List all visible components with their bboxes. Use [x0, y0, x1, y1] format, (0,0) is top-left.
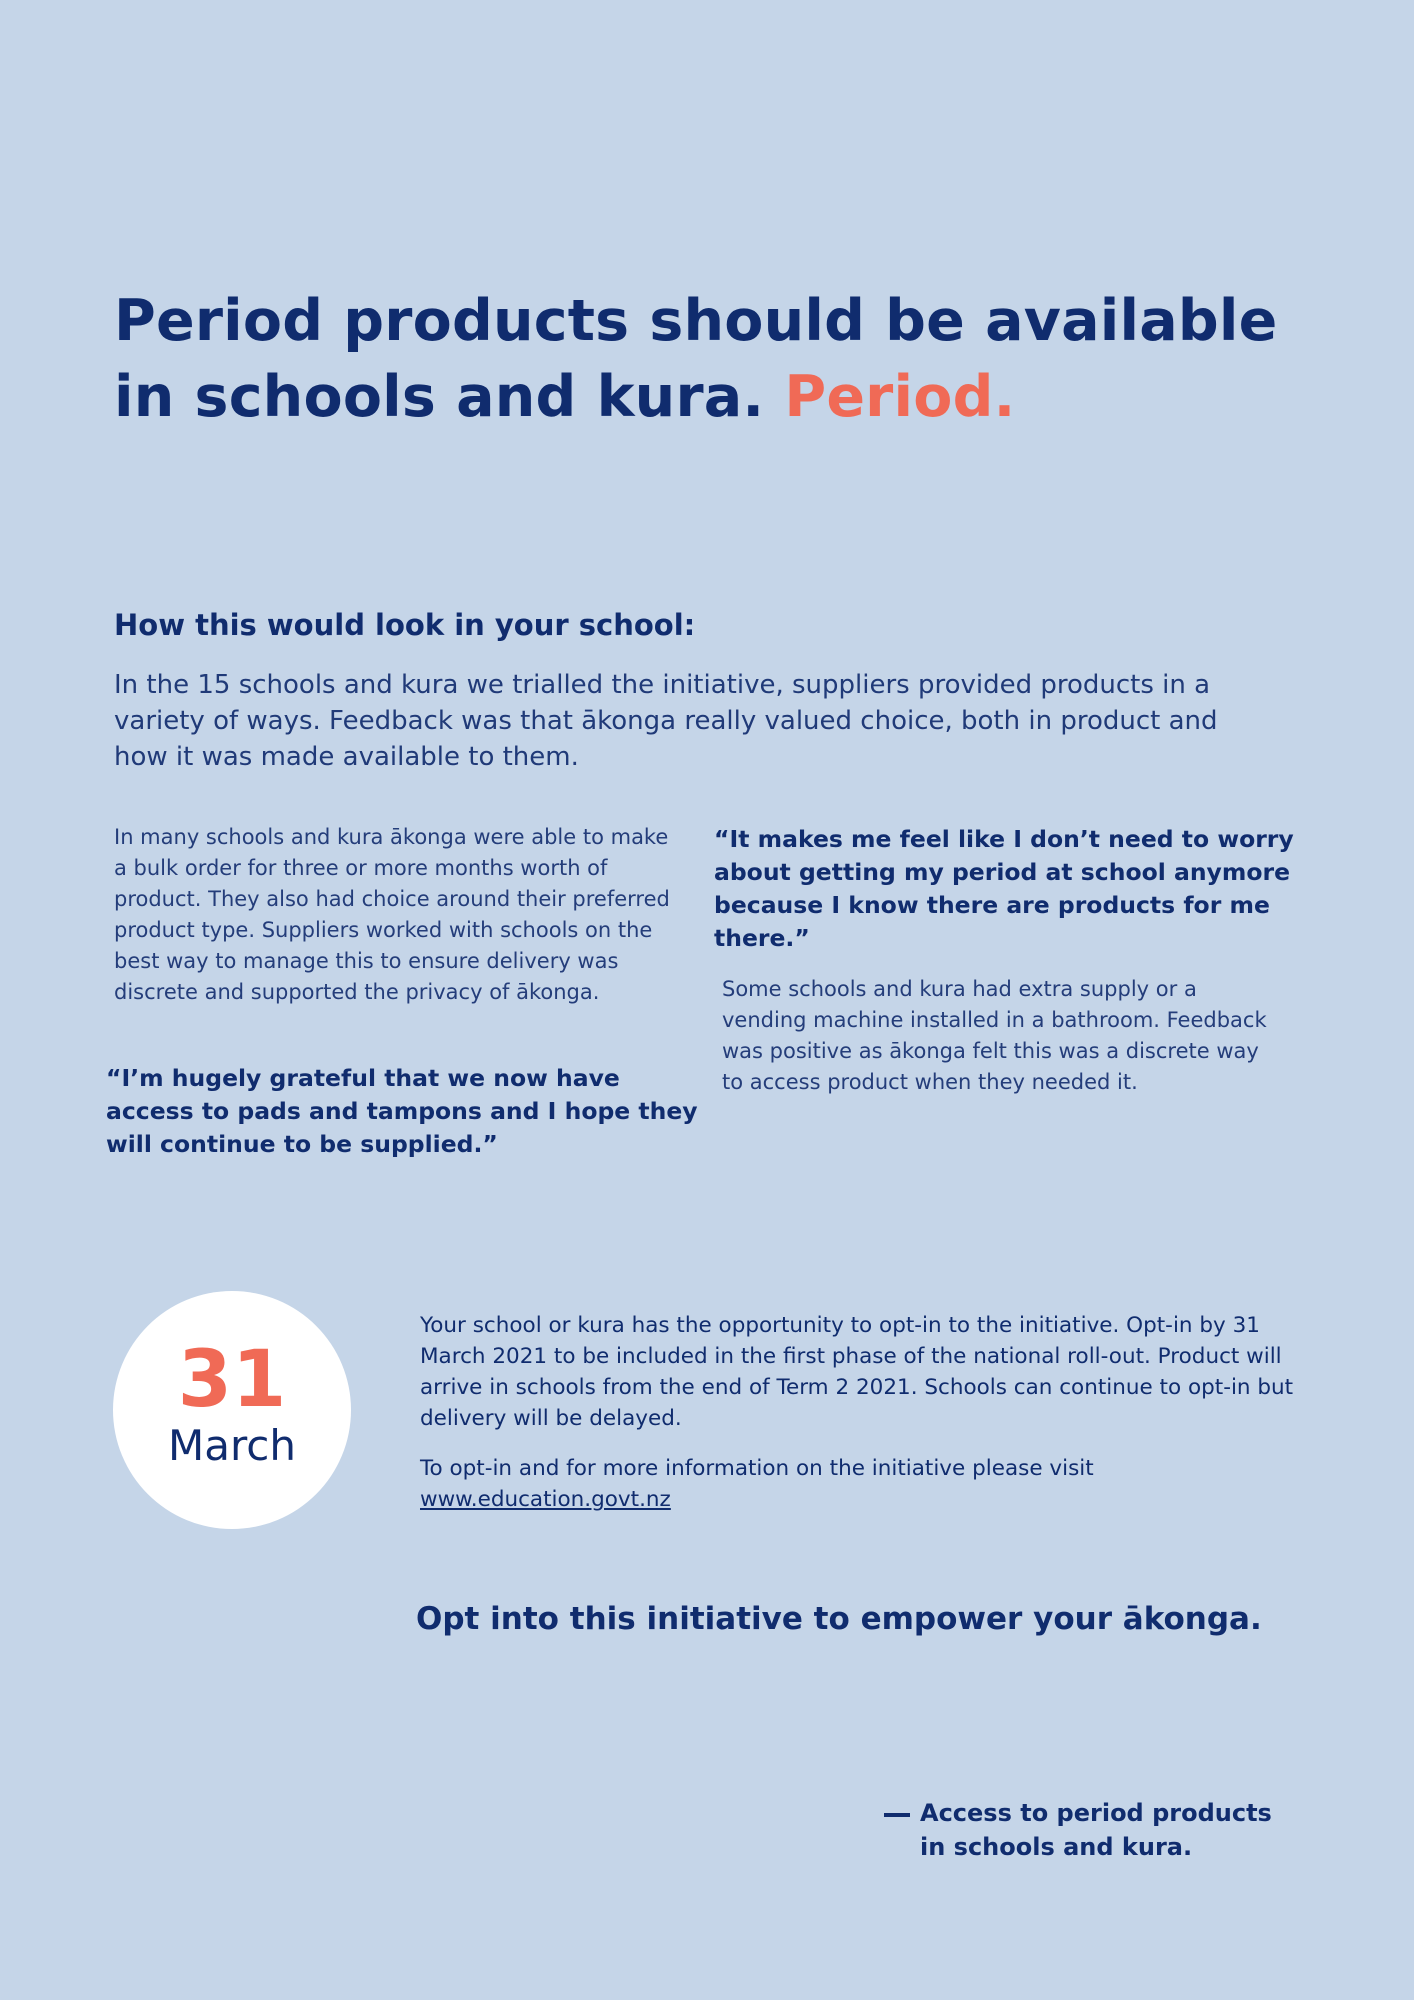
visit-paragraph: [420, 1453, 1320, 1515]
left-column-text: In many schools and kura ākonga were able to make a bulk order for three or more months worth of product. They also had choice around their preferred product type. Suppliers worked with schools on the best way to manage this to ensure delivery was discrete and supported the privacy of ākonga.: [114, 825, 670, 1004]
headline-line-2-text: in schools and kura.: [114, 364, 785, 430]
headline-accent: Period.: [784, 364, 1016, 430]
intro-paragraph: In the 15 schools and kura we trialled the initiative, suppliers provided products in a variety of ways. Feedback was that ākonga really valued choice, both in product and how it was made available to them.: [114, 670, 1218, 772]
visit-text: To opt-in and for more information on the initiative please visit: [420, 1456, 1094, 1481]
education-link[interactable]: www.education.govt.nz: [420, 1487, 671, 1512]
footer-line-1: Access to period products: [920, 1799, 1272, 1827]
optin-paragraph: Your school or kura has the opportunity to opt-in to the initiative. Opt-in by 31 March 2021 to be included in the first phase of the national roll-out. Product will arrive in schools from the end of Term 2 2021. Schools can continue to opt-in but delivery will be delayed.: [420, 1313, 1294, 1431]
date-badge: [113, 1291, 351, 1529]
footer-tagline: [884, 1796, 1344, 1864]
headline-line-1: Period products should be available: [114, 288, 1278, 354]
optin-info: [420, 1310, 1320, 1534]
call-to-action: Opt into this initiative to empower your ākonga.: [416, 1601, 1262, 1637]
dash-icon: [884, 1813, 910, 1817]
section-heading: How this would look in your school:: [114, 608, 696, 642]
date-month: March: [167, 1421, 297, 1470]
date-day: 31: [177, 1335, 287, 1425]
right-quote: “It makes me feel like I don’t need to worry about getting my period at school anymore because I know there are products for me there.”: [714, 825, 1294, 952]
footer-line-2: in schools and kura.: [920, 1833, 1193, 1861]
headline-line-2: [114, 359, 1294, 435]
left-quote: “I’m hugely grateful that we now have access to pads and tampons and I hope they will continue to be supplied.”: [106, 1064, 698, 1158]
right-column-text: Some schools and kura had extra supply or a vending machine installed in a bathroom. Feedback was positive as ākonga felt this was a discrete way to access product when they needed it.: [722, 977, 1267, 1094]
page-headline: [114, 283, 1294, 435]
